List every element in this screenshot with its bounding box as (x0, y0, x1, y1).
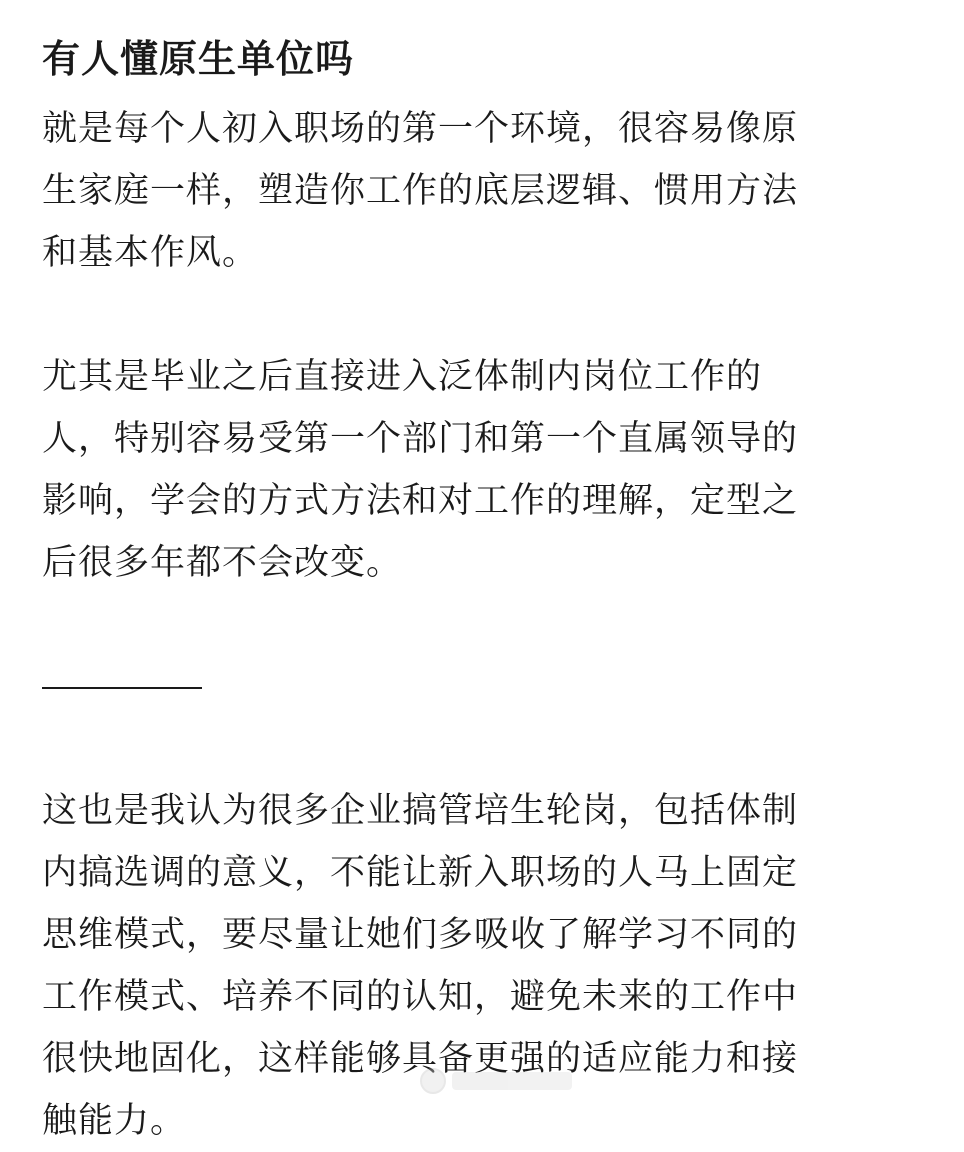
blank-line (42, 594, 902, 656)
blank-line (42, 718, 902, 780)
post-content (42, 28, 902, 1152)
section-divider (42, 656, 902, 718)
paragraph-1: 就是每个人初入职场的第一个环境，很容易像原 生家庭一样，塑造你工作的底层逻辑、惯用方法 和基本作风。 (42, 109, 799, 273)
blank-line (42, 284, 902, 346)
paragraph-2: 尤其是毕业之后直接进入泛体制内岗位工作的 人，特别容易受第一个部门和第一个直属领导的 影响，学会的方式方法和对工作的理解，定型之 后很多年都不会改变。 (42, 357, 799, 583)
divider-line (42, 687, 202, 689)
watermark (420, 1068, 572, 1094)
post-title: 有人懂原生单位吗 (42, 37, 355, 81)
watermark-handle (452, 1072, 572, 1090)
watermark-logo-icon (420, 1068, 446, 1094)
paragraph-3: 这也是我认为很多企业搞管培生轮岗，包括体制 内搞选调的意义，不能让新入职场的人马上固定 思维模式，要尽量让她们多吸收了解学习不同的 工作模式、培养不同的认知，避免未来的工作中 很快地固化，这样能够具备更强的适应能力和接 触能力。 (42, 791, 799, 1141)
